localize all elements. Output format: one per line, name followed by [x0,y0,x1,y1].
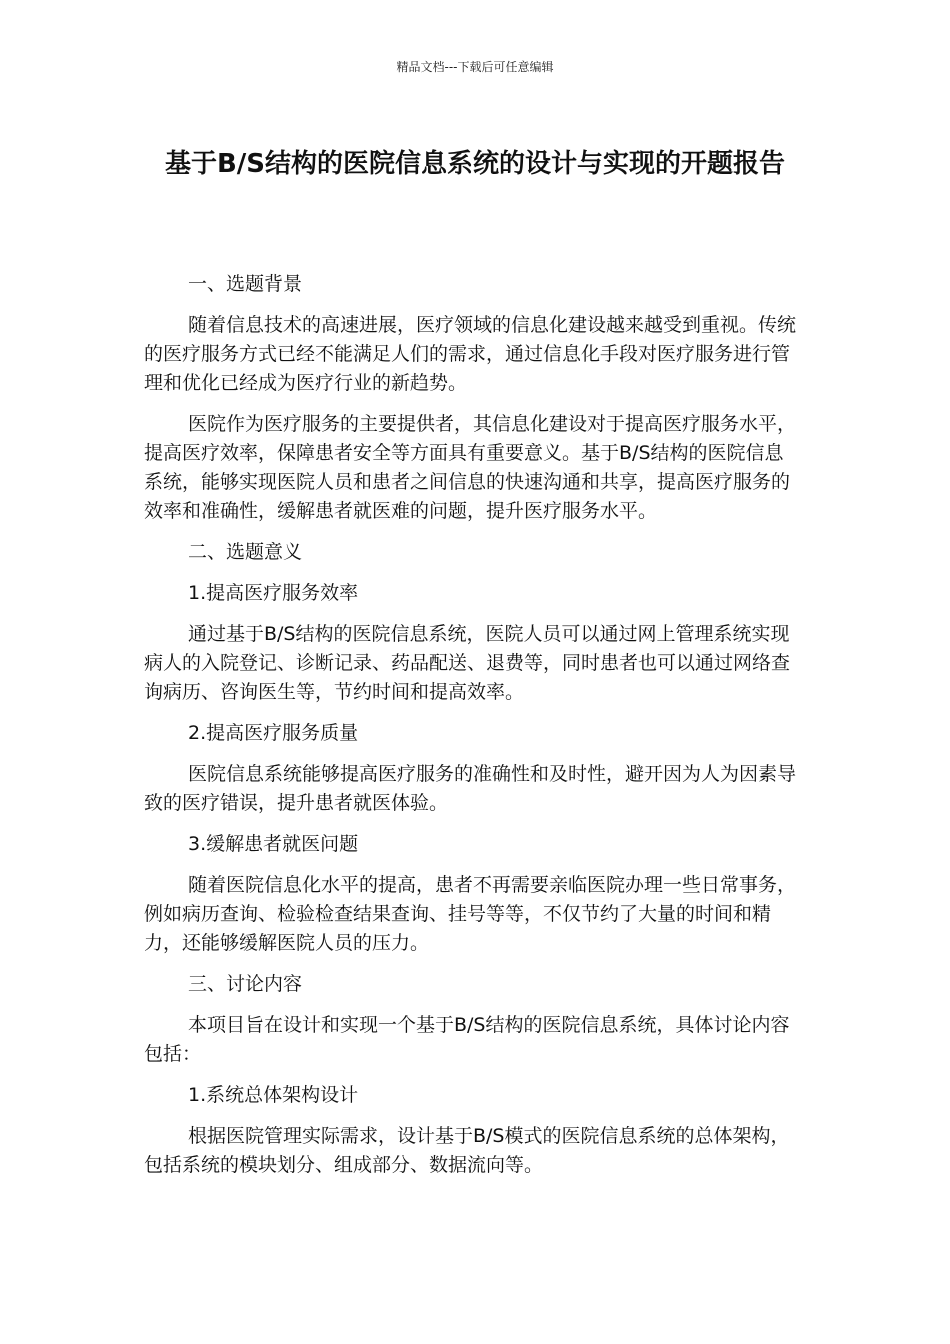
paragraph-architecture: 根据医院管理实际需求，设计基于B/S模式的医院信息系统的总体架构，包括系统的模块划分、组成部分、数据流向等。 [144,1125,790,1176]
section-heading-background: 一、选题背景 [188,273,303,295]
header-note: 精品文档---下载后可任意编辑 [396,60,554,74]
subheading-quality: 2.提高医疗服务质量 [188,722,359,744]
paragraph-patient-issues: 随着医院信息化水平的提高，患者不再需要亲临医院办理一些日常事务，例如病历查询、检验检查结果查询、挂号等等，不仅节约了大量的时间和精力，还能够缓解医院人员的压力。 [144,874,797,954]
subheading-patient-issues: 3.缓解患者就医问题 [188,833,359,855]
subheading-efficiency: 1.提高医疗服务效率 [188,582,359,604]
subheading-architecture: 1.系统总体架构设计 [188,1084,359,1106]
paragraph-efficiency: 通过基于B/S结构的医院信息系统，医院人员可以通过网上管理系统实现病人的入院登记、诊断记录、药品配送、退费等，同时患者也可以通过网络查询病历、咨询医生等，节约时间和提高效率。 [144,623,791,703]
paragraph-research-intro: 本项目旨在设计和实现一个基于B/S结构的医院信息系统，具体讨论内容包括： [144,1014,790,1065]
document-title: 基于B/S结构的医院信息系统的设计与实现的开题报告 [164,149,786,179]
paragraph-background-1: 随着信息技术的高速进展，医疗领域的信息化建设越来越受到重视。传统的医疗服务方式已经不能满足人们的需求，通过信息化手段对医疗服务进行管理和优化已经成为医疗行业的新趋势。 [144,314,797,394]
document-body [144,270,796,1192]
section-heading-significance: 二、选题意义 [188,541,303,563]
section-heading-research-content: 三、讨论内容 [188,973,303,995]
paragraph-quality: 医院信息系统能够提高医疗服务的准确性和及时性，避开因为人为因素导致的医疗错误，提升患者就医体验。 [144,763,797,814]
paragraph-background-2: 医院作为医疗服务的主要提供者，其信息化建设对于提高医疗服务水平，提高医疗效率，保障患者安全等方面具有重要意义。基于B/S结构的医院信息系统，能够实现医院人员和患者之间信息的快速沟通和共享，提高医疗服务的效率和准确性，缓解患者就医难的问题，提升医疗服务水平。 [144,413,797,522]
